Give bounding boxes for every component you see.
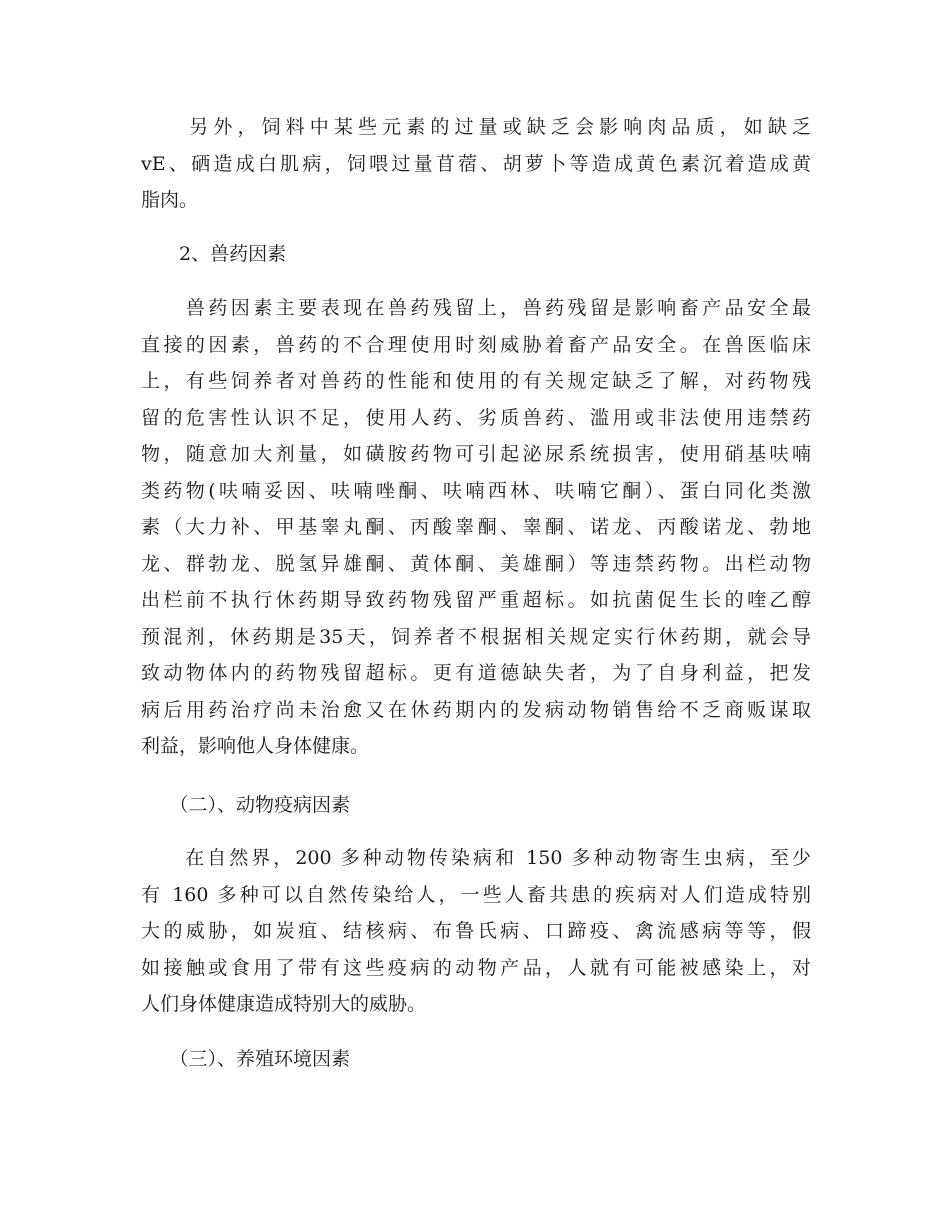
paragraph-line: 兽药因素主要表现在兽药残留上，兽药残留是影响畜产品安全最 (141, 297, 811, 319)
paragraph-line: 病后用药治疗尚未治愈又在休药期内的发病动物销售给不乏商贩谋取 (141, 698, 811, 721)
paragraph-line: 致动物体内的药物残留超标。更有道德缺失者，为了自身利益，把发 (141, 662, 811, 684)
paragraph-line: 人们身体健康造成特别大的威胁。 (141, 993, 427, 1015)
paragraph-line: vE、硒造成白肌病，饲喂过量苜蓿、胡萝卜等造成黄色素沉着造成黄 (141, 152, 811, 175)
paragraph-line: 素（大力补、甲基睾丸酮、丙酸睾酮、睾酮、诺龙、丙酸诺龙、勃地 (141, 516, 811, 538)
paragraph-line: 龙、群勃龙、脱氢异雄酮、黄体酮、美雄酮）等违禁药物。出栏动物 (141, 552, 811, 575)
paragraph-line: 物，随意加大剂量，如磺胺药物可引起泌尿系统损害，使用硝基呋喃 (141, 443, 811, 465)
section-heading-animal-disease (141, 787, 811, 824)
paragraph-feed-elements (141, 109, 811, 219)
paragraph-line: 利益，影响他人身体健康。 (141, 735, 370, 757)
paragraph-line: 直接的因素，兽药的不合理使用时刻威胁着畜产品安全。在兽医临床 (141, 333, 811, 356)
paragraph-line: 如接触或食用了带有这些疫病的动物产品，人就有可能被感染上，对 (141, 956, 811, 979)
paragraph-line: 出栏前不执行休药期导致药物残留严重超标。如抗菌促生长的喹乙醇 (141, 589, 811, 611)
heading-text: （三）、养殖环境因素 (141, 1048, 351, 1070)
section-heading-vet-drug (141, 236, 811, 273)
paragraph-line: 有 160 多种可以自然传染给人，一些人畜共患的疾病对人们造成特别 (141, 883, 811, 906)
paragraph-animal-disease (141, 840, 811, 1023)
paragraph-line: 脂肉。 (141, 189, 199, 211)
paragraph-line: 留的危害性认识不足，使用人药、劣质兽药、滥用或非法使用违禁药 (141, 406, 811, 429)
paragraph-line: 大的威胁，如炭疽、结核病、布鲁氏病、口蹄疫、禽流感病等等，假 (141, 920, 811, 942)
paragraph-line: 上，有些饲养者对兽药的性能和使用的有关规定缺乏了解，对药物残 (141, 370, 811, 392)
section-heading-farming-environment (141, 1041, 811, 1078)
paragraph-line: 预混剂，休药期是35天，饲养者不根据相关规定实行休药期，就会导 (141, 625, 811, 648)
paragraph-vet-drug-residue (141, 290, 811, 765)
paragraph-line: 在自然界，200 多种动物传染病和 150 多种动物寄生虫病，至少 (141, 847, 811, 869)
heading-text: （二）、动物疫病因素 (141, 794, 351, 816)
paragraph-line: 另外，饲料中某些元素的过量或缺乏会影响肉品质，如缺乏 (141, 116, 811, 138)
heading-text: 2、兽药因素 (141, 243, 287, 265)
paragraph-line: 类药物(呋喃妥因、呋喃唑酮、呋喃西林、呋喃它酮）、蛋白同化类激 (141, 479, 811, 502)
